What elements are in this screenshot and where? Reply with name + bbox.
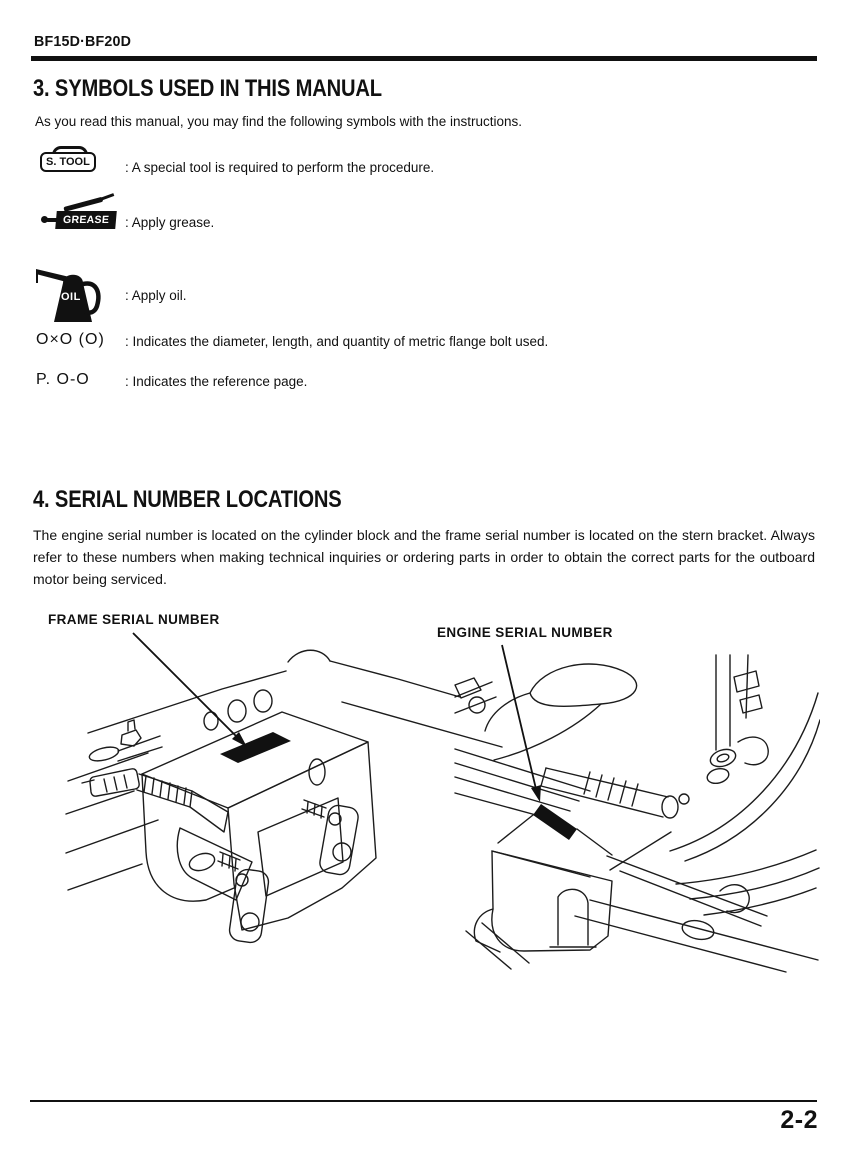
engine-serial-plate <box>533 804 577 840</box>
reference-page-notation: P. O-O <box>36 371 90 388</box>
oil-can-icon <box>34 257 104 327</box>
bolt-size-notation: O×O (O) <box>36 331 105 348</box>
serial-section-title: 4. SERIAL NUMBER LOCATIONS <box>33 486 342 513</box>
frame-serial-plate <box>220 732 291 763</box>
footer-rule <box>30 1100 817 1102</box>
serial-location-figures <box>30 600 820 990</box>
page-header-model: BF15D·BF20D <box>34 33 132 50</box>
frame-serial-illustration <box>66 650 502 944</box>
symbol-description: : Apply oil. <box>125 288 187 303</box>
symbol-description: : A special tool is required to perform the procedure. <box>125 160 435 175</box>
engine-serial-arrow <box>502 645 541 802</box>
symbol-description: : Indicates the diameter, length, and quantity of metric flange bolt used. <box>125 334 549 349</box>
frame-serial-arrow <box>133 633 247 747</box>
symbol-description: : Apply grease. <box>125 215 215 230</box>
symbols-section-intro: As you read this manual, you may find the following symbols with the instructions. <box>35 114 522 129</box>
engine-serial-illustration <box>455 655 820 972</box>
serial-section-body: The engine serial number is located on the cylinder block and the frame serial number is located on the stern bracket. Always refer to these numbers when making technical inquiries or ordering parts in order to obtain the correct parts for the outboard motor being serviced. <box>33 527 815 587</box>
page-number: 2-2 <box>780 1106 818 1134</box>
special-tool-label: S. TOOL <box>40 152 96 172</box>
oil-label: OIL <box>61 291 81 303</box>
special-tool-icon <box>40 146 120 182</box>
frame-serial-number-label: FRAME SERIAL NUMBER <box>48 612 220 627</box>
grease-label: GREASE <box>55 211 117 229</box>
symbol-description: : Indicates the reference page. <box>125 374 308 389</box>
engine-serial-number-label: ENGINE SERIAL NUMBER <box>437 625 613 640</box>
symbols-section-title: 3. SYMBOLS USED IN THIS MANUAL <box>33 75 382 102</box>
header-rule <box>31 56 817 61</box>
grease-handle-icon <box>63 197 103 212</box>
